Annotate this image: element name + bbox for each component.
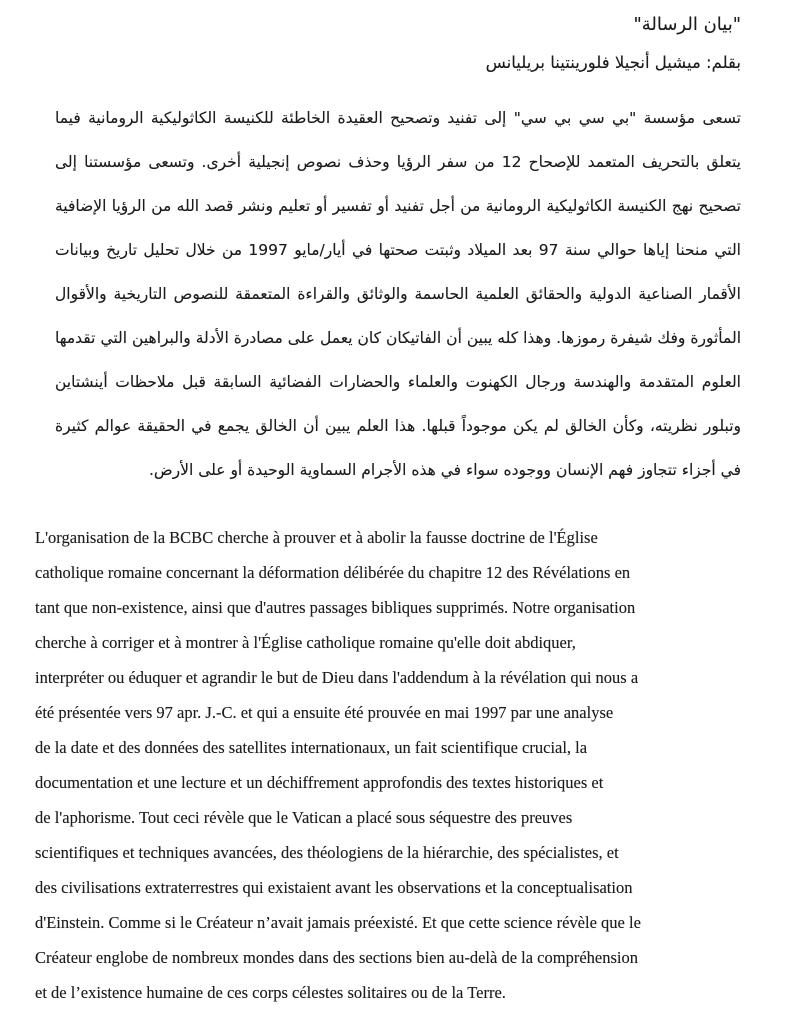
french-line-6: été présentée vers 97 apr. J.-C. et qui a ensuite été prouvée en mai 1997 par une analyse bbox=[35, 703, 614, 722]
french-paragraph bbox=[35, 520, 785, 1010]
document-header bbox=[55, 10, 741, 78]
french-line-1: L'organisation de la BCBC cherche à prouver et à abolir la fausse doctrine de l'Église bbox=[35, 528, 598, 547]
french-line-11: des civilisations extraterrestres qui existaient avant les observations et la conceptualisation bbox=[35, 878, 633, 897]
french-line-8: documentation et une lecture et un déchiffrement approfondis des textes historiques et bbox=[35, 773, 604, 792]
french-line-7: de la date et des données des satellites internationaux, un fait scientifique crucial, la bbox=[35, 738, 588, 757]
french-line-14: et de l’existence humaine de ces corps célestes solitaires ou de la Terre. bbox=[35, 983, 506, 1002]
document-title: "بيان الرسالة" bbox=[633, 14, 741, 35]
arabic-paragraph: تسعى مؤسسة "بي سي بي سي" إلى تفنيد وتصحيح العقيدة الخاطئة للكنيسة الكاثوليكية الرومانية فيما يتعلق بالتحريف المتعمد للإصحاح 12 من سفر الرؤيا وحذف نصوص إنجيلية أخرى. وتسعى مؤسستنا إلى تصحيح نهج الكنيسة الكاثوليكية الرومانية من أجل تفنيد أو تفسير أو تعليم ونشر قصد الله من الرؤيا الإضافية التي منحنا إياها حوالي سنة 97 بعد الميلاد وثبتت صحتها في أيار/مايو 1997 من خلال تحليل تاريخ وبيانات الأقمار الصناعية الدولية والحقائق العلمية الحاسمة والوثائق والقراءة المتعمقة للنصوص التاريخية والأقوال المأثورة وفك شيفرة رموزها. وهذا كله يبين أن الفاتيكان كان يعمل على مصادرة الأدلة والبراهين التي تقدمها العلوم المتقدمة والهندسة ورجال الكهنوت والعلماء والحضارات الفضائية السابقة قبل ملاحظات أينشتاين وتبلور نظريته، وكأن الخالق لم يكن موجوداً قبلها. هذا العلم يبين أن الخالق يجمع في الحقيقة عوالم كثيرة في أجزاء تتجاوز فهم الإنسان ووجوده سواء في هذه الأجرام السماوية الوحيدة أو على الأرض. bbox=[55, 109, 741, 479]
french-line-12: d'Einstein. Comme si le Créateur n’avait jamais préexisté. Et que cette science révèle que le bbox=[35, 913, 641, 932]
french-line-10: scientifiques et techniques avancées, des théologiens de la hiérarchie, des spécialistes, et bbox=[35, 843, 619, 862]
french-line-5: interpréter ou éduquer et agrandir le but de Dieu dans l'addendum à la révélation qui nous a bbox=[35, 668, 639, 687]
french-line-3: tant que non-existence, ainsi que d'autres passages bibliques supprimés. Notre organisation bbox=[35, 598, 636, 617]
french-line-2: catholique romaine concernant la déformation délibérée du chapitre 12 des Révélations en bbox=[35, 563, 631, 582]
french-line-9: de l'aphorisme. Tout ceci révèle que le Vatican a placé sous séquestre des preuves bbox=[35, 808, 573, 827]
french-line-4: cherche à corriger et à montrer à l'Église catholique romaine qu'elle doit abdiquer, bbox=[35, 633, 576, 652]
french-line-13: Créateur englobe de nombreux mondes dans des sections bien au-delà de la compréhension bbox=[35, 948, 638, 967]
document-byline: بقلم: ميشيل أنجيلا فلورينتينا بريليانس bbox=[485, 53, 741, 72]
